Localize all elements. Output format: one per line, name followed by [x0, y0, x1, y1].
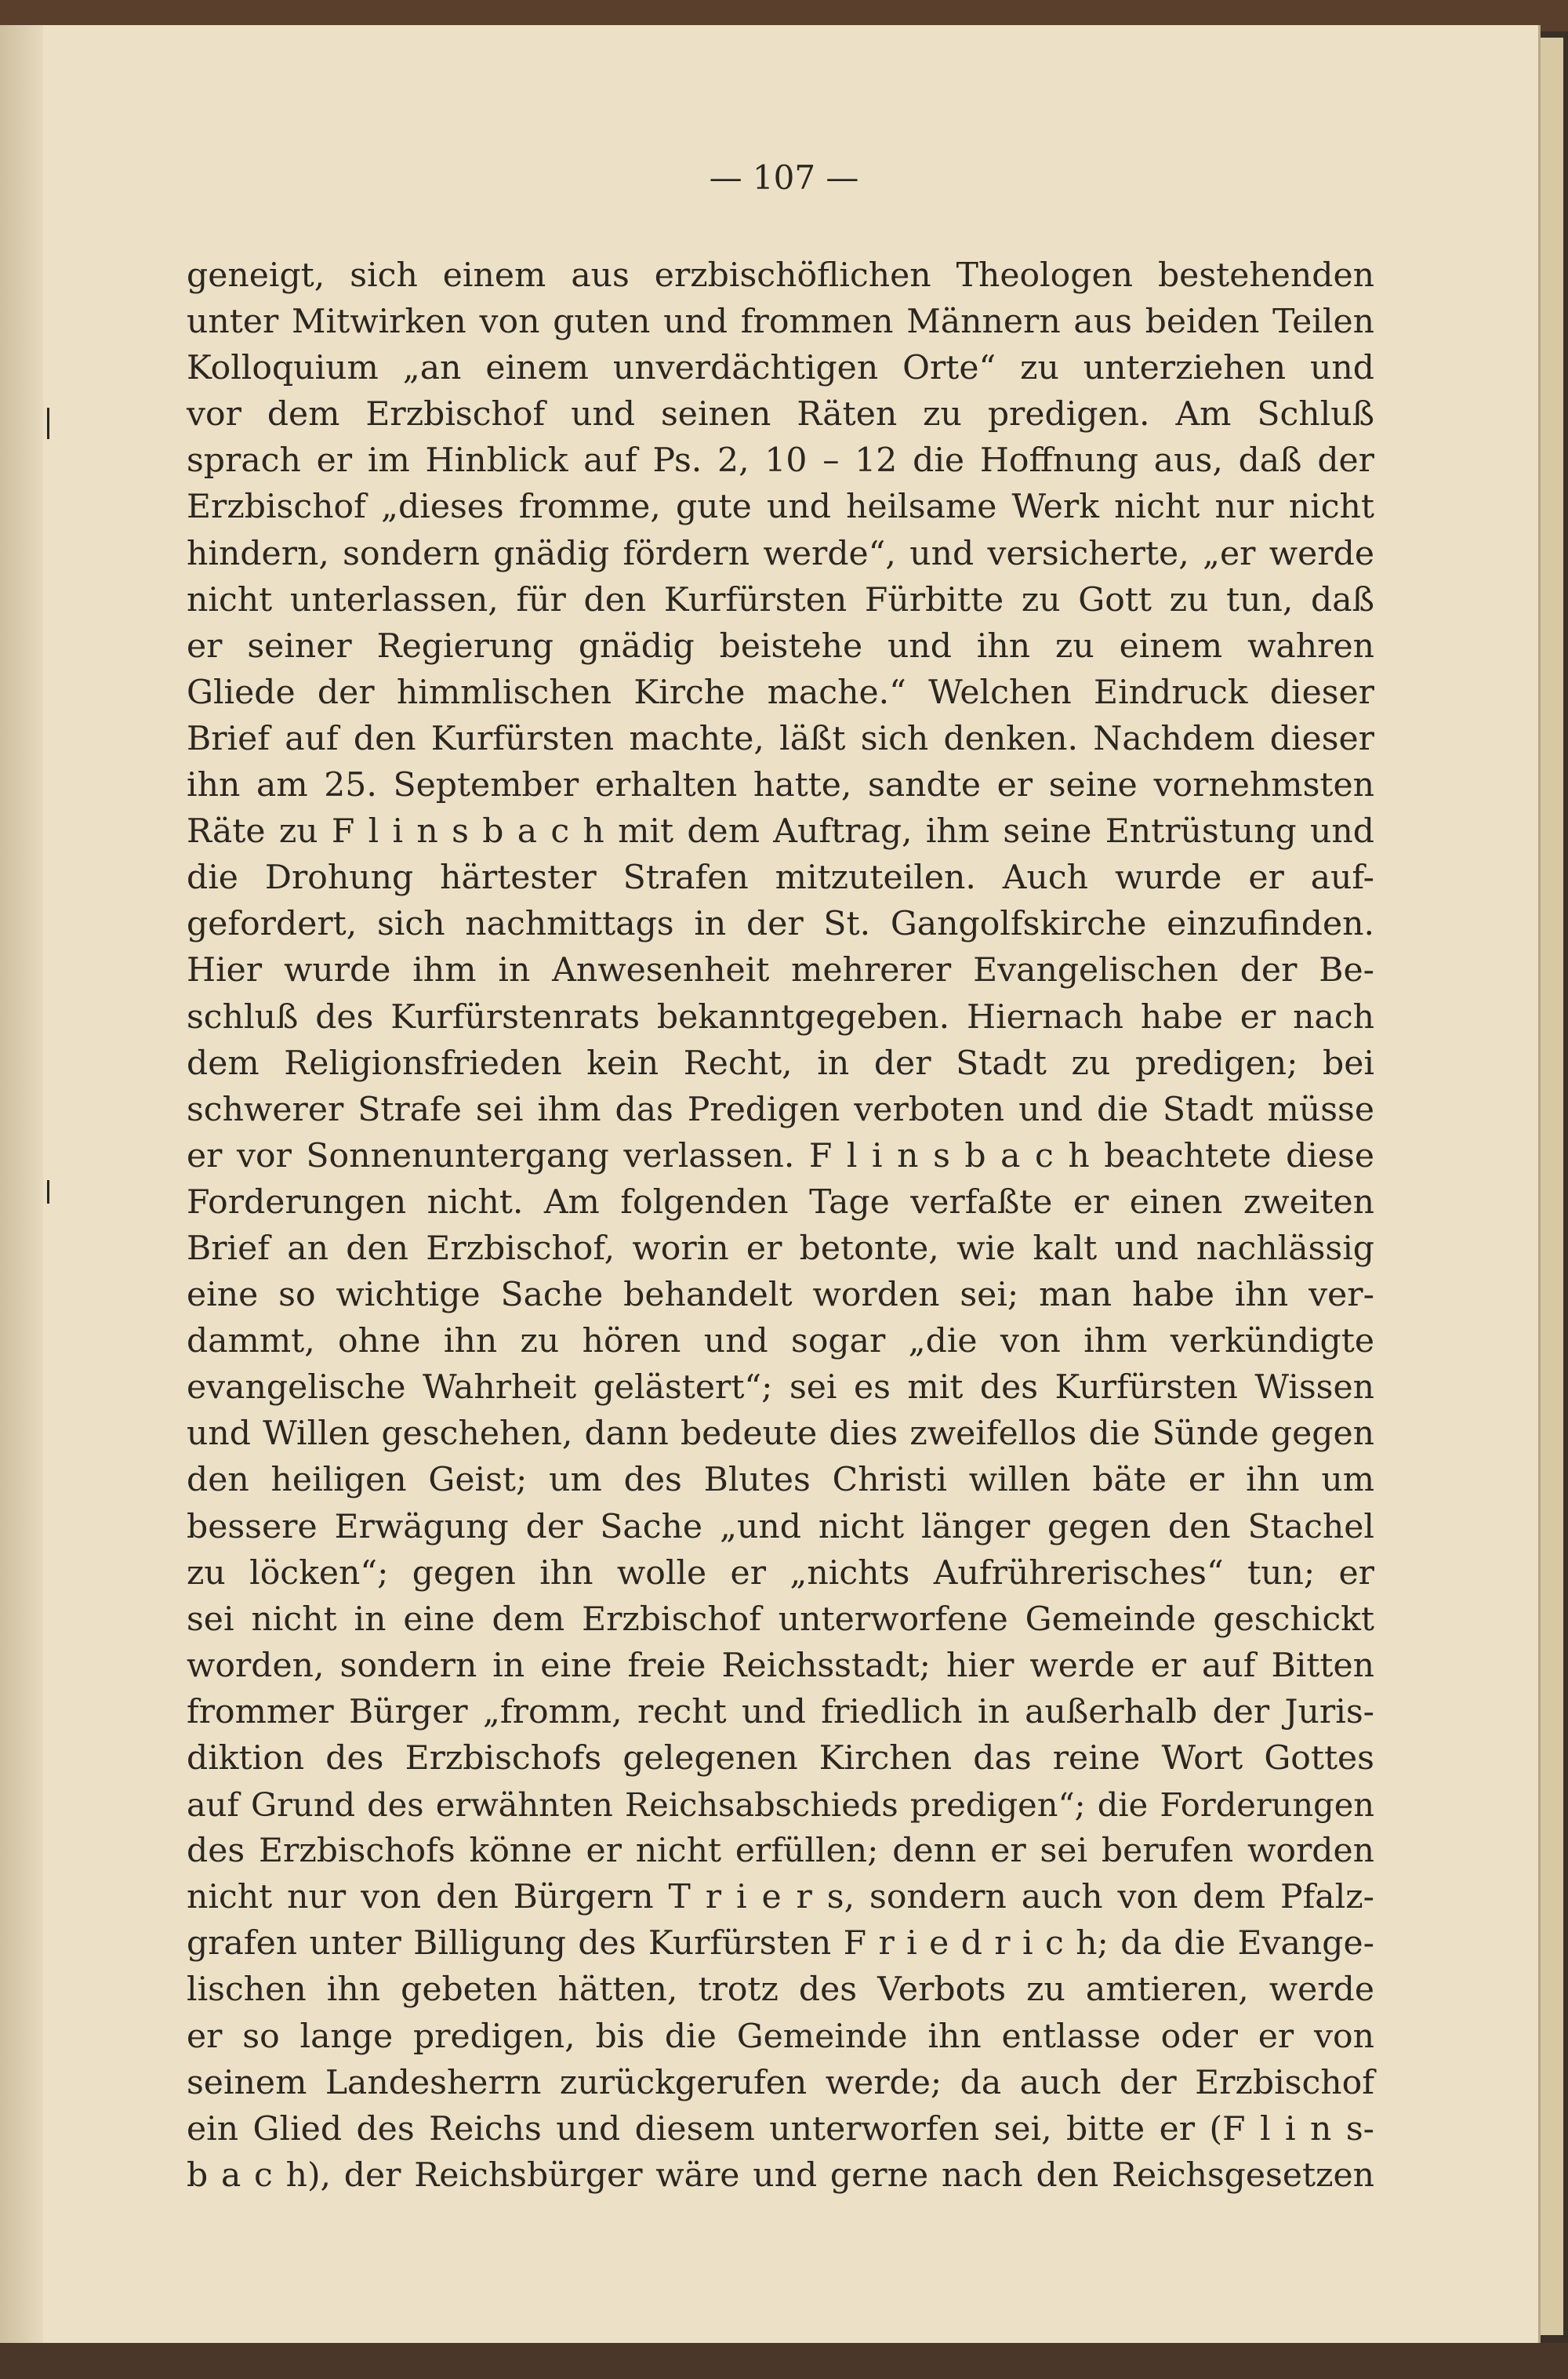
text-line: schluß des Kurfürstenrats bekanntgegeben. Hiernach habe er nach [187, 997, 1374, 1037]
text-line: dammt, ohne ihn zu hören und sogar „die von ihm verkündigte [187, 1322, 1374, 1361]
text-line: er vor Sonnenuntergang verlassen. F l i n s b a c h beachtete diese [187, 1136, 1374, 1175]
text-line: und Willen geschehen, dann bedeute dies zweifellos die Sünde gegen [187, 1415, 1374, 1454]
text-line: er so lange predigen, bis die Gemeinde ihn entlasse oder er von [187, 2017, 1374, 2056]
text-line: b a c h), der Reichsbürger wäre und gerne nach den Reichsgesetzen [187, 2156, 1374, 2195]
text-line: sei nicht in eine dem Erzbischof unterworfene Gemeinde geschickt [187, 1600, 1374, 1639]
text-line: seinem Landesherrn zurückgerufen werde; da auch der Erzbischof [187, 2063, 1374, 2102]
text-line: ihn am 25. September erhalten hatte, sandte er seine vornehmsten [187, 766, 1374, 805]
text-line: lischen ihn gebeten hätten, trotz des Verbots zu amtieren, werde [187, 1970, 1374, 2010]
text-line: schwerer Strafe sei ihm das Predigen verboten und die Stadt müsse [187, 1090, 1374, 1129]
text-line: Forderungen nicht. Am folgenden Tage verfaßte er einen zweiten [187, 1182, 1374, 1222]
text-line: auf Grund des erwähnten Reichsabschieds predigen“; die Forderungen [187, 1785, 1374, 1825]
text-line: sprach er im Hinblick auf Ps. 2, 10 – 12 die Hoffnung aus, daß der [187, 441, 1374, 481]
text-line: bessere Erwägung der Sache „und nicht länger gegen den Stachel [187, 1507, 1374, 1546]
text-line: die Drohung härtester Strafen mitzuteilen. Auch wurde er auf- [187, 859, 1374, 898]
text-line: ein Glied des Reichs und diesem unterworfen sei, bitte er (F l i n s- [187, 2109, 1374, 2148]
text-line: grafen unter Billigung des Kurfürsten F r i e d r i c h; da die Evange- [187, 1924, 1374, 1963]
text-line: Erzbischof „dieses fromme, gute und heilsame Werk nicht nur nicht [187, 488, 1374, 527]
page-number: — 107 — [709, 158, 859, 197]
text-line: des Erzbischofs könne er nicht erfüllen; denn er sei berufen worden [187, 1832, 1374, 1871]
text-line: dem Religionsfrieden kein Recht, in der Stadt zu predigen; bei [187, 1044, 1374, 1083]
text-line: Brief an den Erzbischof, worin er betonte, wie kalt und nachlässig [187, 1229, 1374, 1268]
text-line: eine so wichtige Sache behandelt worden sei; man habe ihn ver- [187, 1276, 1374, 1315]
book-cover-bottom [0, 2343, 1568, 2379]
text-line: er seiner Regierung gnädig beistehe und ihn zu einem wahren [187, 627, 1374, 666]
text-line: Brief auf den Kurfürsten machte, läßt sich denken. Nachdem dieser [187, 719, 1374, 758]
body-text [187, 252, 1374, 2199]
text-line: hindern, sondern gnädig fördern werde“, und versicherte, „er werde [187, 534, 1374, 573]
text-line: vor dem Erzbischof und seinen Räten zu predigen. Am Schluß [187, 395, 1374, 434]
text-line: den heiligen Geist; um des Blutes Christi willen bäte er ihn um [187, 1461, 1374, 1500]
text-line: frommer Bürger „fromm, recht und friedlich in außerhalb der Juris- [187, 1692, 1374, 1731]
text-line: nicht nur von den Bürgern T r i e r s, sondern auch von dem Pfalz- [187, 1878, 1374, 1917]
page-gutter-shadow [0, 25, 43, 2348]
text-line: Gliede der himmlischen Kirche mache.“ Welchen Eindruck dieser [187, 673, 1374, 712]
text-line: nicht unterlassen, für den Kurfürsten Fürbitte zu Gott zu tun, daß [187, 580, 1374, 619]
text-line: diktion des Erzbischofs gelegenen Kirchen das reine Wort Gottes [187, 1739, 1374, 1778]
text-line: evangelische Wahrheit gelästert“; sei es mit des Kurfürsten Wissen [187, 1368, 1374, 1407]
text-line: Hier wurde ihm in Anwesenheit mehrerer Evangelischen der Be- [187, 951, 1374, 990]
text-line: gefordert, sich nachmittags in der St. Gangolfskirche einzufinden. [187, 905, 1374, 944]
margin-mark [47, 408, 49, 439]
margin-mark [47, 1180, 49, 1204]
text-line: geneigt, sich einem aus erzbischöflichen Theologen bestehenden [187, 256, 1374, 295]
text-line: unter Mitwirken von guten und frommen Männern aus beiden Teilen [187, 303, 1374, 342]
text-line: zu löcken“; gegen ihn wolle er „nichts Aufrührerisches“ tun; er [187, 1553, 1374, 1593]
text-line: worden, sondern in eine freie Reichsstadt; hier werde er auf Bitten [187, 1646, 1374, 1685]
text-line: Kolloquium „an einem unverdächtigen Orte“ zu unterziehen und [187, 349, 1374, 388]
text-line: Räte zu F l i n s b a c h mit dem Auftrag, ihm seine Entrüstung und [187, 812, 1374, 852]
